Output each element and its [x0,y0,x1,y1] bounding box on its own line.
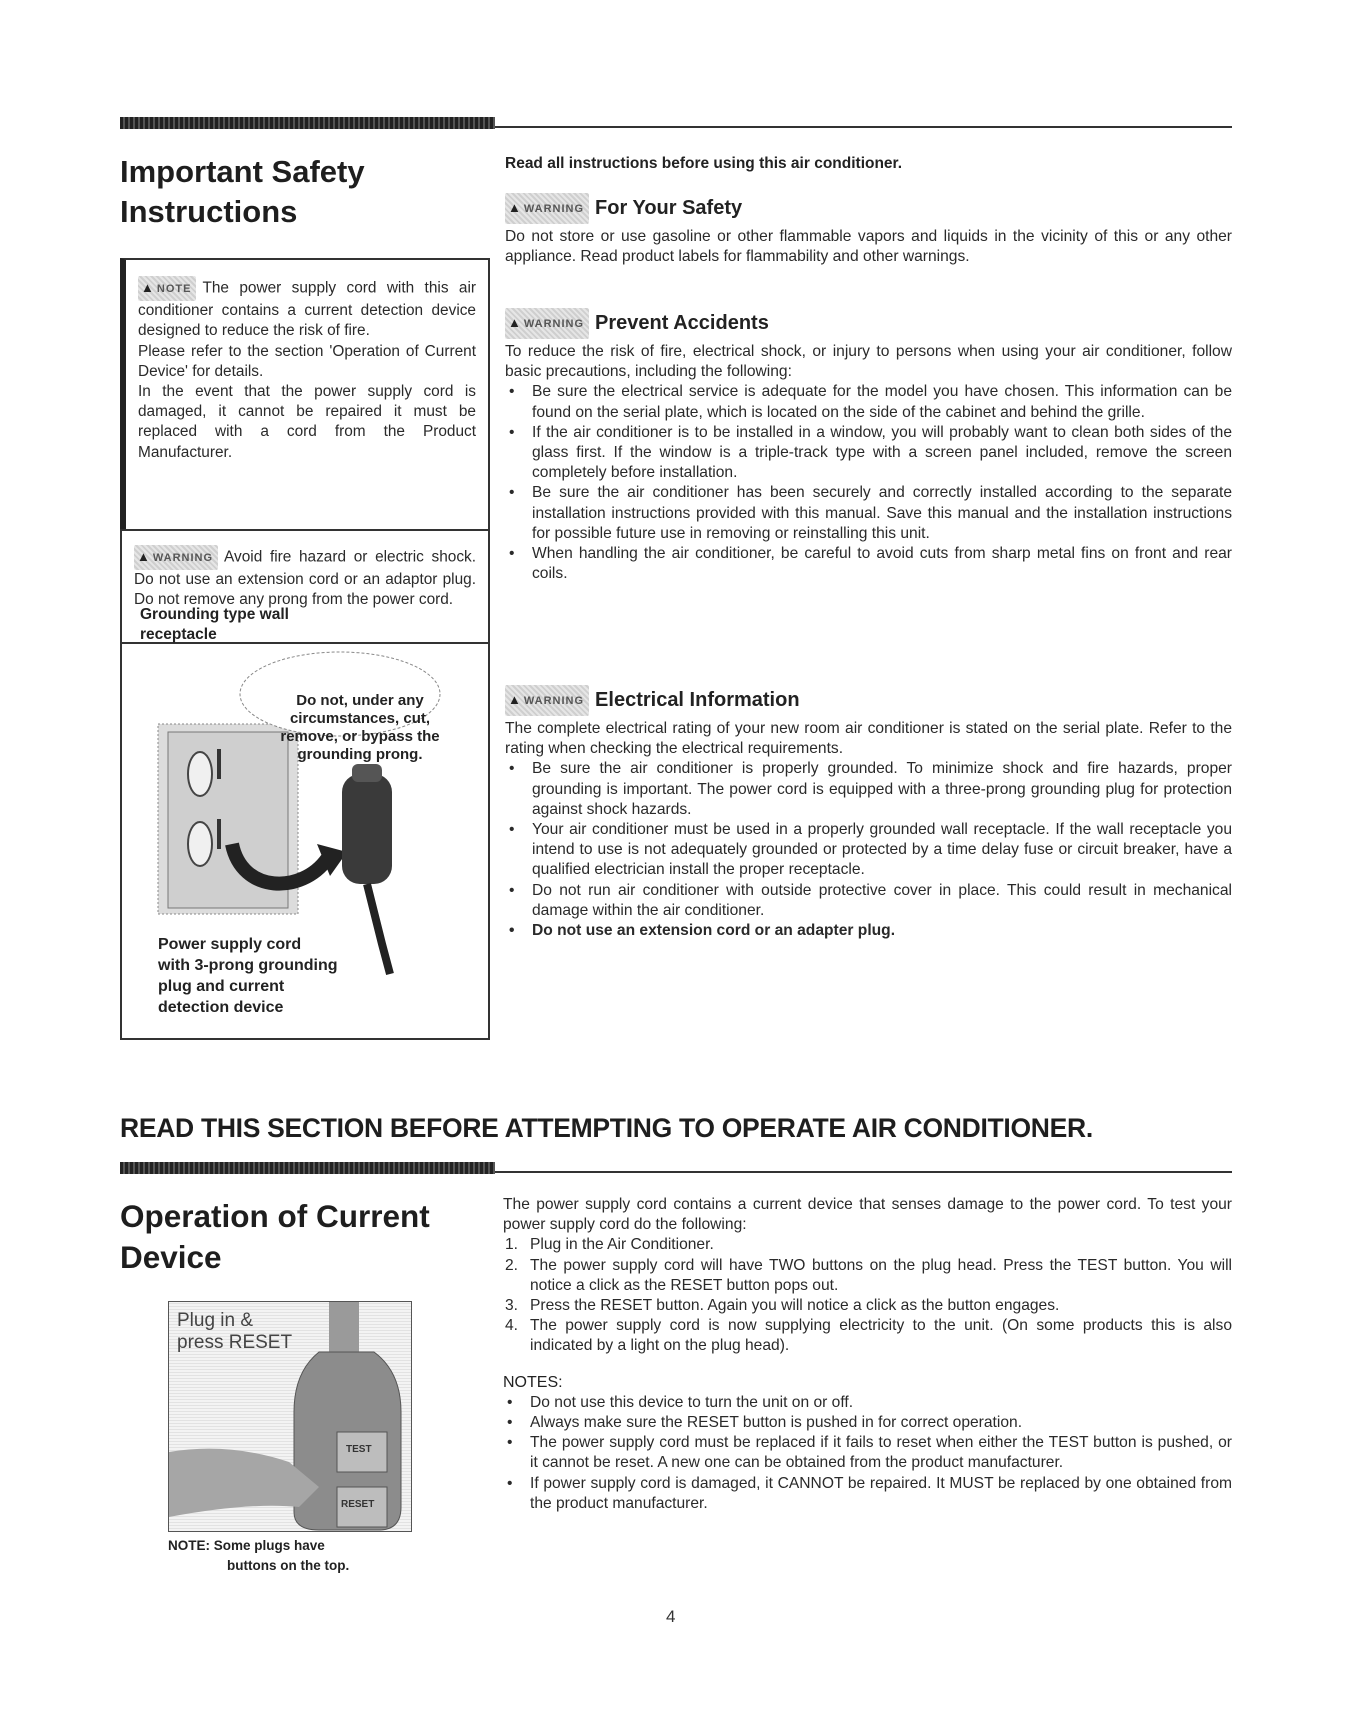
warning-badge: ▲ WARNING [505,685,589,716]
outlet-prong-slot [217,749,221,779]
list-item: • Be sure the electrical service is adequate for the model you have chosen. This information can be found on the serial plate, which is located on the side of the cabinet and behind the grille. [505,382,1232,422]
section-rule-dark [120,1162,495,1174]
note-box: ▲ NOTE The power supply cord with this air conditioner contains a current detection device designed to reduce the risk of fire. Please refer to the section 'Operation of Current Device' for details. In the event that the power supply cord is damaged, it cannot be repaired it must be replaced with a cord from the Product Manufacturer. [120,258,490,531]
warning-triangle-icon: ▲ [141,280,155,295]
note-badge: ▲ NOTE [138,276,196,301]
read-all-note: Read all instructions before using this air conditioner. [505,155,903,172]
warning-triangle-icon: ▲ [508,200,522,215]
notes-heading: NOTES: [503,1373,563,1391]
list-item: 2. The power supply cord will have TWO buttons on the plug head. Press the TEST button. You will notice a click as the RESET button pops out. [505,1256,1232,1294]
list-item: • Your air conditioner must be used in a properly grounded wall receptacle. If the wall receptacle you intend to use is not adequately grounded or protected by a time delay fuse or circuit breaker, have a qualified electrician install the proper receptacle. [505,820,1232,881]
list-item: 3. Press the RESET button. Again you will notice a click as the button engages. [505,1297,1060,1315]
section-rule-thin [495,1171,1232,1173]
header-rule-thin [495,126,1232,128]
cord-icon [367,884,390,974]
list-item: • Do not use an extension cord or an adapter plug. [505,921,1232,941]
outlet-prong-slot [217,819,221,849]
operation-title: Operation of Current Device [120,1198,430,1275]
list-item: • Be sure the air conditioner has been securely and correctly installed according to the separate installation instructions provided with this manual. Save this manual and the installation instructions for possible future use in removing or reinstalling this unit. [505,483,1232,544]
list-item: 1. Plug in the Air Conditioner. [505,1236,714,1254]
reset-label: RESET [341,1499,375,1510]
receptacle-label: Grounding type wall receptacle [140,606,289,643]
plug-photo-label: Plug in & press RESET [177,1310,293,1353]
warning-badge: ▲ WARNING [505,193,589,224]
warning-triangle-icon: ▲ [508,315,522,330]
safety-section: ▲ WARNING For Your Safety Do not store or use gasoline or other flammable vapors and liquids in the vicinity of this or any other appliance. Read product labels for flammability and other warnings. [505,193,1232,267]
list-item: • The power supply cord must be replaced if it fails to reset when either the TEST button is pushed, or it cannot be reset. A new one can be obtained from the product manufacturer. [503,1433,1232,1473]
list-item: • If power supply cord is damaged, it CANNOT be repaired. It MUST be replaced by one obtained from the product manufacturer. [503,1474,1232,1514]
list-item: • If the air conditioner is to be installed in a window, you will probably want to clean both sides of the glass first. If the window is a triple-track type with a screen panel included, remove the screen completely before installation. [505,423,1232,484]
page-title: Important Safety Instructions [120,154,365,229]
list-item: • Always make sure the RESET button is pushed in for correct operation. [503,1413,1232,1433]
plug-photo [168,1301,412,1532]
warning-badge: ▲ WARNING [134,545,218,570]
bubble-text: Do not, under any circumstances, cut, remove, or bypass the grounding prong. [280,692,440,763]
section-banner: READ THIS SECTION BEFORE ATTEMPTING TO OPERATE AIR CONDITIONER. [120,1113,1093,1143]
list-item: • Do not run air conditioner with outside protective cover in place. This could result in mechanical damage within the air conditioner. [505,881,1232,921]
list-item: • Do not use this device to turn the unit on or off. [503,1393,1232,1413]
cord-label: Power supply cord with 3-prong grounding plug and current detection device [158,936,338,1016]
warning-triangle-icon: ▲ [137,549,151,564]
accidents-section: ▲ WARNING Prevent Accidents To reduce the risk of fire, electrical shock, or injury to persons when using your air conditioner, follow basic precautions, including the following: • Be sure the electrical service is adequate for the model you have chosen. This information can be found on the serial plate, which is located on the side of the cabinet and behind the grille. • If the air conditioner is to be installed in a window, you will probably want to clean both sides of the glass first. If the window is a triple-track type with a screen panel included, remove the screen completely before installation. • Be sure the air conditioner has been securely and correctly installed according to the separate installation instructions provided with this manual. Save this manual and the installation instructions for possible future use in removing or reinstalling this unit. • When handling the air conditioner, be careful to avoid cuts from sharp metal fins on front and rear coils. [505,308,1232,584]
warning-badge: ▲ WARNING [505,308,589,339]
plug-icon [342,774,392,884]
plug-caption: NOTE: Some plugs have buttons on the top. [168,1538,350,1573]
list-item: • When handling the air conditioner, be careful to avoid cuts from sharp metal fins on front and rear coils. [505,544,1232,584]
warning-box: ▲ WARNING Avoid fire hazard or electric shock. Do not use an extension cord or an adaptor plug. Do not remove any prong from the power cord. [120,529,490,644]
outlet-slot [188,822,212,866]
outlet-slot [188,752,212,796]
operation-section: The power supply cord contains a current device that senses damage to the power cord. To test your power supply cord do the following: 1. Plug in the Air Conditioner. 2. The power supply cord will have TWO buttons on the plug head. Press the TEST button. You will notice a click as the RESET button pops out. 3. Press the RESET button. Again you will notice a click as the button engages. 4. The power supply cord is now supplying electricity to the unit. (On some products this is also indicated by a light on the plug head). NOTES: • Do not use this device to turn the unit on or off. • Always make sure the RESET button is pushed in for correct operation. • The power supply cord must be replaced if it fails to reset when either the TEST button is pushed, or it cannot be reset. A new one can be obtained from the product manufacturer. • If power supply cord is damaged, it CANNOT be repaired. It MUST be replaced by one obtained from the product manufacturer. [503,1195,1232,1514]
list-item: 4. The power supply cord is now supplying electricity to the unit. (On some products this is also indicated by a light on the plug head). [505,1317,1232,1355]
page-number: 4 [666,1607,676,1626]
warning-triangle-icon: ▲ [508,692,522,707]
list-item: • Be sure the air conditioner is properly grounded. To minimize shock and fire hazards, proper grounding is important. The power cord is equipped with a three-prong grounding plug for protection against shock hazards. [505,759,1232,820]
header-rule-dark [120,117,495,129]
test-label: TEST [346,1444,372,1455]
electrical-section: ▲ WARNING Electrical Information The complete electrical rating of your new room air conditioner is stated on the serial plate. Refer to the rating when checking the electrical requirements. • Be sure the air conditioner is properly grounded. To minimize shock and fire hazards, proper grounding is important. The power cord is equipped with a three-prong grounding plug for protection against shock hazards. • Your air conditioner must be used in a properly grounded wall receptacle. If the wall receptacle you intend to use is not adequately grounded or protected by a time delay fuse or circuit breaker, have a qualified electrician install the proper receptacle. • Do not run air conditioner with outside protective cover in place. This could result in mechanical damage within the air conditioner. • Do not use an extension cord or an adapter plug. [505,685,1232,941]
